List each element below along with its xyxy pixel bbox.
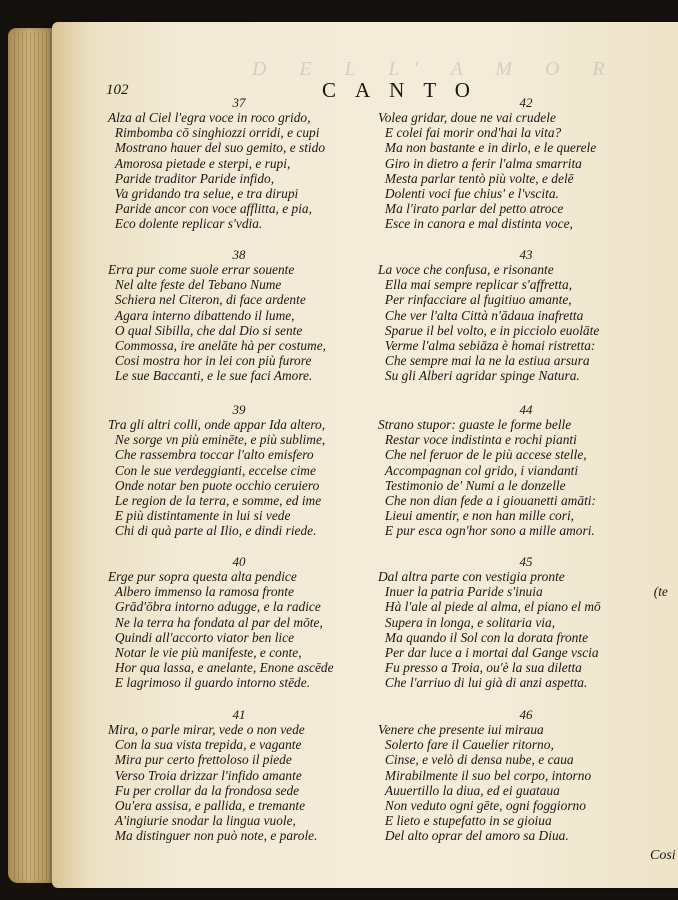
verse-line: Fu presso a Troia, ou'è la sua diletta [384,660,582,676]
verse-line: Auuertillo la diua, ed ei guataua [384,782,560,798]
stanza-number: 40 [232,554,246,569]
stanza-45 [378,554,674,691]
show-through-text: D E L L' A M O R [252,58,619,80]
stanza-number: 38 [232,247,246,262]
verse-line: Verso Troia drizzar l'infido amante [114,767,302,783]
verse-line: Ma non bastante e in dirlo, e le querele [384,140,597,156]
stanza-number: 41 [232,707,246,722]
verse-line: Ella mai sempre replicar s'affretta, [384,277,573,293]
verse-line: La voce che confusa, e risonante [378,262,554,277]
verse-line: Che rassembra toccar l'alto emisfero [114,447,314,463]
verse-line: Accompagnan col grido, i viandanti [384,462,579,478]
verse-line: Esce in canora e mal distinta voce, [384,216,573,232]
verse-line: Supera in longa, e solitaria via, [384,614,556,630]
verse-line: Che nel feruor de le più accese stelle, [384,447,587,463]
verse-line: Su gli Alberi agridar spinge Natura. [384,368,580,384]
verse-line: Strano stupor: guaste le forme belle [378,417,572,432]
verse-line: Del alto oprar del amoro sa Diua. [384,828,569,844]
verse-line: Per dar luce a i mortai dal Gange vscia [384,645,599,661]
verse-line: Mira, o parle mirar, vede o non vede [108,722,305,737]
verse-line: Hà l'ale al piede al alma, el piano el mō [384,599,601,615]
book-page [52,22,678,888]
stanza-43 [378,247,674,384]
verse-text: Inuer la patria Paride s'inuia [384,584,543,600]
stanza-number: 37 [232,95,246,110]
verse-line: Paride ancor con voce afflitta, e pia, [114,201,312,217]
verse-line: Che ver l'alta Città n'ādaua inafretta [384,307,584,323]
verse-line: Verme l'alma sebiāza è homai ristretta: [384,338,596,354]
verse-line [378,584,670,599]
verse-line: Lieui amentir, e non han mille cori, [384,508,575,524]
verse-line: A'ingiurie snodar la lingua vuole, [114,813,296,829]
verse-line: Fu per crollar da la frondosa sede [114,782,300,798]
verse-line: Ma distinguer non può note, e parole. [114,828,318,844]
verse-line: Volea gridar, doue ne vai crudele [378,110,556,125]
verse-line: Nel alte feste del Tebano Nume [114,277,282,293]
verse-line: Notar le vie più manifeste, e conte, [114,645,302,661]
verse-line: Solerto fare il Cauelier ritorno, [384,737,554,753]
verse-line: E lieto e stupefatto in se gioiua [384,813,552,829]
verse-line: Ne sorge vn più eminēte, e più sublime, [114,432,326,448]
verse-line: Mirabilmente il suo bel corpo, intorno [384,767,592,783]
verse-line: Con la sua vista trepida, e vagante [114,737,302,753]
stanza-42 [378,95,674,232]
verse-line: Mira pur certo frettoloso il piede [114,752,292,768]
verse-line: Che non dian fede a i giouanetti amāti: [384,493,596,509]
verse-line: Cosi mostra hor in lei con più furore [114,353,312,369]
verse-line: Agara interno dibattendo il lume, [114,307,295,323]
verse-line: Venere che presente iui miraua [378,722,544,737]
verse-line: E pur esca ogn'hor sono a mille amori. [384,523,595,539]
verse-line: Che l'arriuo di lui già di anzi aspetta. [384,675,588,691]
stanza-number: 42 [519,95,533,110]
verse-line: Alza al Ciel l'egra voce in roco grido, [108,110,311,125]
verse-line: Rimbomba cō singhiozzi orridi, e cupi [114,125,320,141]
verse-line: Hor qua lassa, e anelante, Enone ascēde [114,660,334,676]
margin-note: (te [653,584,668,600]
verse-line: E più distintamente in lui si vede [114,508,291,524]
verse-line: Eco dolente replicar s'vdia. [114,216,263,232]
stanza-number: 45 [519,554,533,569]
stanza-44 [378,402,674,539]
verse-line: Le region de la terra, e somme, ed ime [114,493,322,509]
verse-line: Albero immenso la ramosa fronte [114,584,294,600]
stanza-number: 44 [519,402,533,417]
verse-line: Cinse, e velò di densa nube, e caua [384,752,574,768]
verse-line: Con le sue verdeggianti, eccelse cime [114,462,316,478]
verse-line: Ou'era assisa, e pallida, e tremante [114,798,306,814]
stanza-number: 46 [519,707,533,722]
verse-line: Testimonio de' Numi a le donzelle [384,477,566,493]
page-number: 102 [106,82,129,98]
verse-line: Quindi all'accorto viator ben lice [114,629,295,645]
running-title: CANTO [322,78,489,102]
catchword: Cosi [650,848,676,863]
verse-line: Che sempre mai la ne la estiua arsura [384,353,590,369]
verse-line: Mostrano hauer del suo gemito, e stido [114,140,326,156]
verse-line: Sparue il bel volto, e in picciolo euolāte [384,322,600,338]
verse-line: Dolenti voci fue chius' e l'vscita. [384,186,559,202]
stanza-number: 43 [519,247,533,262]
verse-line: Ma l'irato parlar del petto atroce [384,201,564,217]
stanza-37 [108,95,370,232]
verse-line: Chi di quà parte al Ilio, e dindi riede. [114,523,317,539]
verse-line: Ma quando il Sol con la dorata fronte [384,629,589,645]
verse-line: Amorosa pietade e sterpi, e rupi, [114,155,291,171]
verse-line: Erge pur sopra questa alta pendice [108,569,297,584]
stanza-39 [108,402,370,539]
verse-line: Restar voce indistinta e rochi pianti [384,432,577,448]
verse-line: O qual Sibilla, che dal Dio si sente [114,322,303,338]
verse-line: Ne la terra ha fondata al par del mōte, [114,614,323,630]
verse-line: Non veduto ogni gēte, ogni foggiorno [384,798,586,814]
verse-line: Grād'ōbra intorno adugge, e la radice [114,599,321,615]
verse-line: Commossa, ire anelāte hà per costume, [114,338,327,354]
stanza-41 [108,707,370,844]
verse-line: E lagrimoso il guardo intorno stēde. [114,675,311,691]
verse-line: Paride traditor Paride infido, [114,170,275,186]
verse-line: Le sue Baccanti, e le sue faci Amore. [114,368,313,384]
verse-line: Per rinfacciare al fugitiuo amante, [384,292,572,308]
verse-line: Mesta parlar tentò più volte, e delē [384,170,574,186]
verse-line: Va gridando tra selue, e tra dirupi [114,186,299,202]
verse-line: E colei fai morir ond'hai la vita? [384,125,562,141]
stanza-40 [108,554,370,691]
verse-line: Tra gli altri colli, onde appar Ida altero, [108,417,326,432]
verse-line: Erra pur come suole errar souente [108,262,295,277]
verse-line: Onde notar ben puote occhio ceruiero [114,477,320,493]
verse-line: Giro in dietro a ferir l'alma smarrita [384,155,582,171]
verse-line: Schiera nel Citeron, di face ardente [114,292,306,308]
verse-line: Dal altra parte con vestigia pronte [378,569,565,584]
stanza-46 [378,707,674,844]
stanza-38 [108,247,370,384]
stanza-number: 39 [232,402,246,417]
